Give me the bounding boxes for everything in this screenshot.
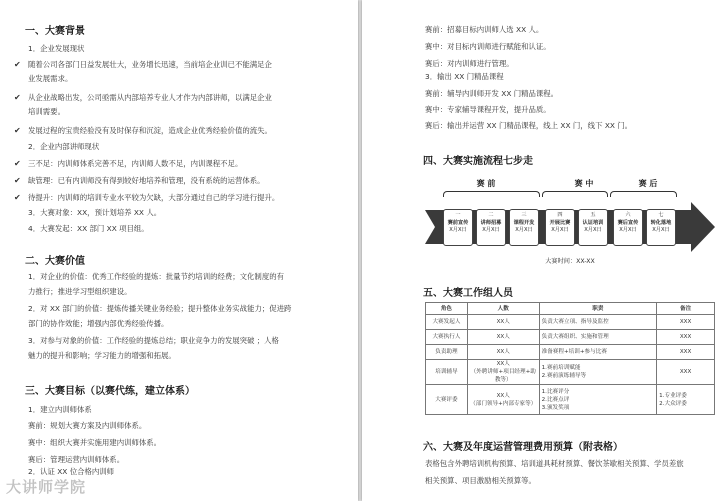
section-title-goals: 三、大赛目标（以赛代练，建立体系） xyxy=(25,386,195,397)
goal-1: 1．建立内训师体系 xyxy=(28,405,92,414)
contest-initiator: 4．大赛发起：XX 部门 XX 项目组。 xyxy=(28,224,149,233)
check-item: ✔ 三不足：内训师体系完善不足，内训师人数不足，内训课程不足。 xyxy=(28,157,346,171)
table-cell: XX人 （部门领导+内部专家等） xyxy=(467,385,539,415)
stage-brace-pre xyxy=(443,191,540,197)
value-department-cont: 部门的协作效能；增强内部优秀经验传播。 xyxy=(28,319,169,328)
table-cell: XXX xyxy=(657,315,715,330)
process-flow-diagram xyxy=(425,178,715,274)
budget-text: 表格包含外聘培训机构预算、培训道具耗材预算、餐饮茶歇相关预算、学员差旅 xyxy=(425,459,684,468)
table-header: 职责 xyxy=(539,303,657,315)
table-row xyxy=(426,315,715,330)
table-cell: XX人 xyxy=(467,345,539,360)
goal-3: 3．输出 XX 门精品课程 xyxy=(425,72,504,81)
check-icon: ✔ xyxy=(14,193,21,202)
check-item: ✔ 从企业战略出发，公司亟需从内部培养专业人才作为内部讲师，以满足企业 xyxy=(28,91,346,105)
subheading-trainer-status: 2．企业内部讲师现状 xyxy=(28,142,100,151)
value-enterprise: 1．对企业的价值：优秀工作经验的提炼：批量节约培训的经费；文化制度的有 xyxy=(28,272,284,281)
table-row xyxy=(426,385,715,415)
table-header-row xyxy=(426,303,715,315)
check-icon: ✔ xyxy=(14,60,21,69)
goal-1-pre: 赛前：规划大赛方案及内训师体系。 xyxy=(28,421,147,430)
table-cell: XXX xyxy=(657,330,715,345)
step-2: 二 讲师招募 X月X日 xyxy=(476,209,506,246)
check-item-cont: 业发展需求。 xyxy=(28,74,73,83)
check-icon: ✔ xyxy=(14,93,21,102)
subheading-current-status: 1．企业发展现状 xyxy=(28,44,85,53)
check-icon: ✔ xyxy=(14,176,21,185)
table-cell: XX人 （外聘讲师+项目经理+助教等） xyxy=(467,360,539,385)
goal-1-post: 赛后：管理运营内训师体系。 xyxy=(28,455,125,464)
check-item: ✔ 随着公司各部门日益发展壮大，业务增长迅速，当前培企业训已不能满足企 xyxy=(28,58,346,72)
step-3: 三 课程开发 X月X日 xyxy=(509,209,539,246)
table-cell: 大赛评委 xyxy=(426,385,468,415)
step-6: 六 赛后宣传 X月X日 xyxy=(613,209,643,246)
check-icon: ✔ xyxy=(14,159,21,168)
section-title-background: 一、大赛背景 xyxy=(25,26,85,37)
step-7: 七 转化落地 X月X日 xyxy=(646,209,676,246)
budget-text-cont: 相关预算、项目激励相关预算等。 xyxy=(425,476,536,485)
check-icon: ✔ xyxy=(14,126,21,135)
step-1: 一 赛前宣传 X月X日 xyxy=(443,209,473,246)
table-cell: 准备赛程+培训+参与比赛 xyxy=(539,345,657,360)
check-item: ✔ 发展过程的宝贵经验没有及时保存和沉淀，造成企业优秀经验价值的流失。 xyxy=(28,124,346,138)
right-page xyxy=(362,0,720,501)
contest-target: 3．大赛对象：XX，预计划培养 XX 人。 xyxy=(28,208,162,217)
table-cell: XX人 xyxy=(467,315,539,330)
table-cell: 1.赛前培训赋能 2.赛前演练辅导等 xyxy=(539,360,657,385)
left-page xyxy=(0,0,358,501)
stage-label-during: 赛 中 xyxy=(574,178,594,188)
section-title-budget: 六、大赛及年度运营管理费用预算（附表格） xyxy=(423,442,623,453)
value-participant: 3．对参与对象的价值：工作经验的提炼总结；职业竞争力的发展突破 ；人格 xyxy=(28,336,279,345)
table-cell: 负责助理 xyxy=(426,345,468,360)
stage-brace-post xyxy=(610,191,677,197)
goal-1-during: 赛中：组织大赛并实施用建内训师体系。 xyxy=(28,438,162,447)
table-cell: 培训辅导 xyxy=(426,360,468,385)
value-enterprise-cont: 力推行；推进学习型组织建设。 xyxy=(28,287,132,296)
table-cell: 负责大赛立项、指导及监控 xyxy=(539,315,657,330)
section-title-process: 四、大赛实施流程七步走 xyxy=(423,156,533,167)
goal-3-pre: 赛前：辅导内训师开发 XX 门精品课程。 xyxy=(425,89,559,98)
check-item-cont: 培训需要。 xyxy=(28,107,65,116)
goal-2-post: 赛后：对内训师进行管理。 xyxy=(425,59,514,68)
table-row xyxy=(426,345,715,360)
goal-2: 2．认证 XX 位合格内训师 xyxy=(28,467,115,476)
stage-brace-during xyxy=(542,191,608,197)
table-cell: 大赛发起人 xyxy=(426,315,468,330)
goal-3-during: 赛中：专家辅导课程开发，提升品质。 xyxy=(425,105,551,114)
staff-table xyxy=(425,302,715,415)
contest-time: 大赛时间：XX-XX xyxy=(545,258,595,265)
section-title-staff: 五、大赛工作组人员 xyxy=(423,288,513,299)
check-item: ✔ 缺管理：已有内训师没有得到较好地培养和管理，没有系统的运营体系。 xyxy=(28,174,346,188)
goal-2-pre: 赛前：招募目标内训师人选 XX 人。 xyxy=(425,25,544,34)
step-5: 五 认证培训 X月X日 xyxy=(578,209,608,246)
value-participant-cont: 魅力的提升和影响；学习能力的增强和拓展。 xyxy=(28,351,176,360)
table-header: 人数 xyxy=(467,303,539,315)
table-cell: 1.专业评委 2.大众评委 xyxy=(657,385,715,415)
goal-3-post: 赛后：输出并运营 XX 门精品课程，线上 XX 门，线下 XX 门。 xyxy=(425,121,633,130)
goal-2-during: 赛中：对目标内训师进行赋能和认证。 xyxy=(425,42,551,51)
watermark-logo: 大讲师学院 xyxy=(6,478,87,496)
table-cell: XXX xyxy=(657,345,715,360)
section-title-value: 二、大赛价值 xyxy=(25,256,85,267)
table-row xyxy=(426,330,715,345)
table-cell: 1.比赛评分 2.比赛点评 3.颁发奖项 xyxy=(539,385,657,415)
table-cell: 大赛执行人 xyxy=(426,330,468,345)
stage-label-pre: 赛 前 xyxy=(476,178,496,188)
table-header: 备注 xyxy=(657,303,715,315)
table-cell: XX人 xyxy=(467,330,539,345)
stage-label-post: 赛 后 xyxy=(638,178,658,188)
table-cell: XXX xyxy=(657,360,715,385)
table-header: 角色 xyxy=(426,303,468,315)
value-department: 2．对 XX 部门的价值：提炼传播关键业务经验；提升整体业务实战能力；促进跨 xyxy=(28,304,292,313)
table-cell: 负责大赛组织、实施和管理 xyxy=(539,330,657,345)
table-row xyxy=(426,360,715,385)
check-item: ✔ 待提升：内训师的培训专业水平较为欠缺，大部分通过自己的学习进行提升。 xyxy=(28,191,346,205)
step-4: 四 开展比赛 X月X日 xyxy=(545,209,575,246)
